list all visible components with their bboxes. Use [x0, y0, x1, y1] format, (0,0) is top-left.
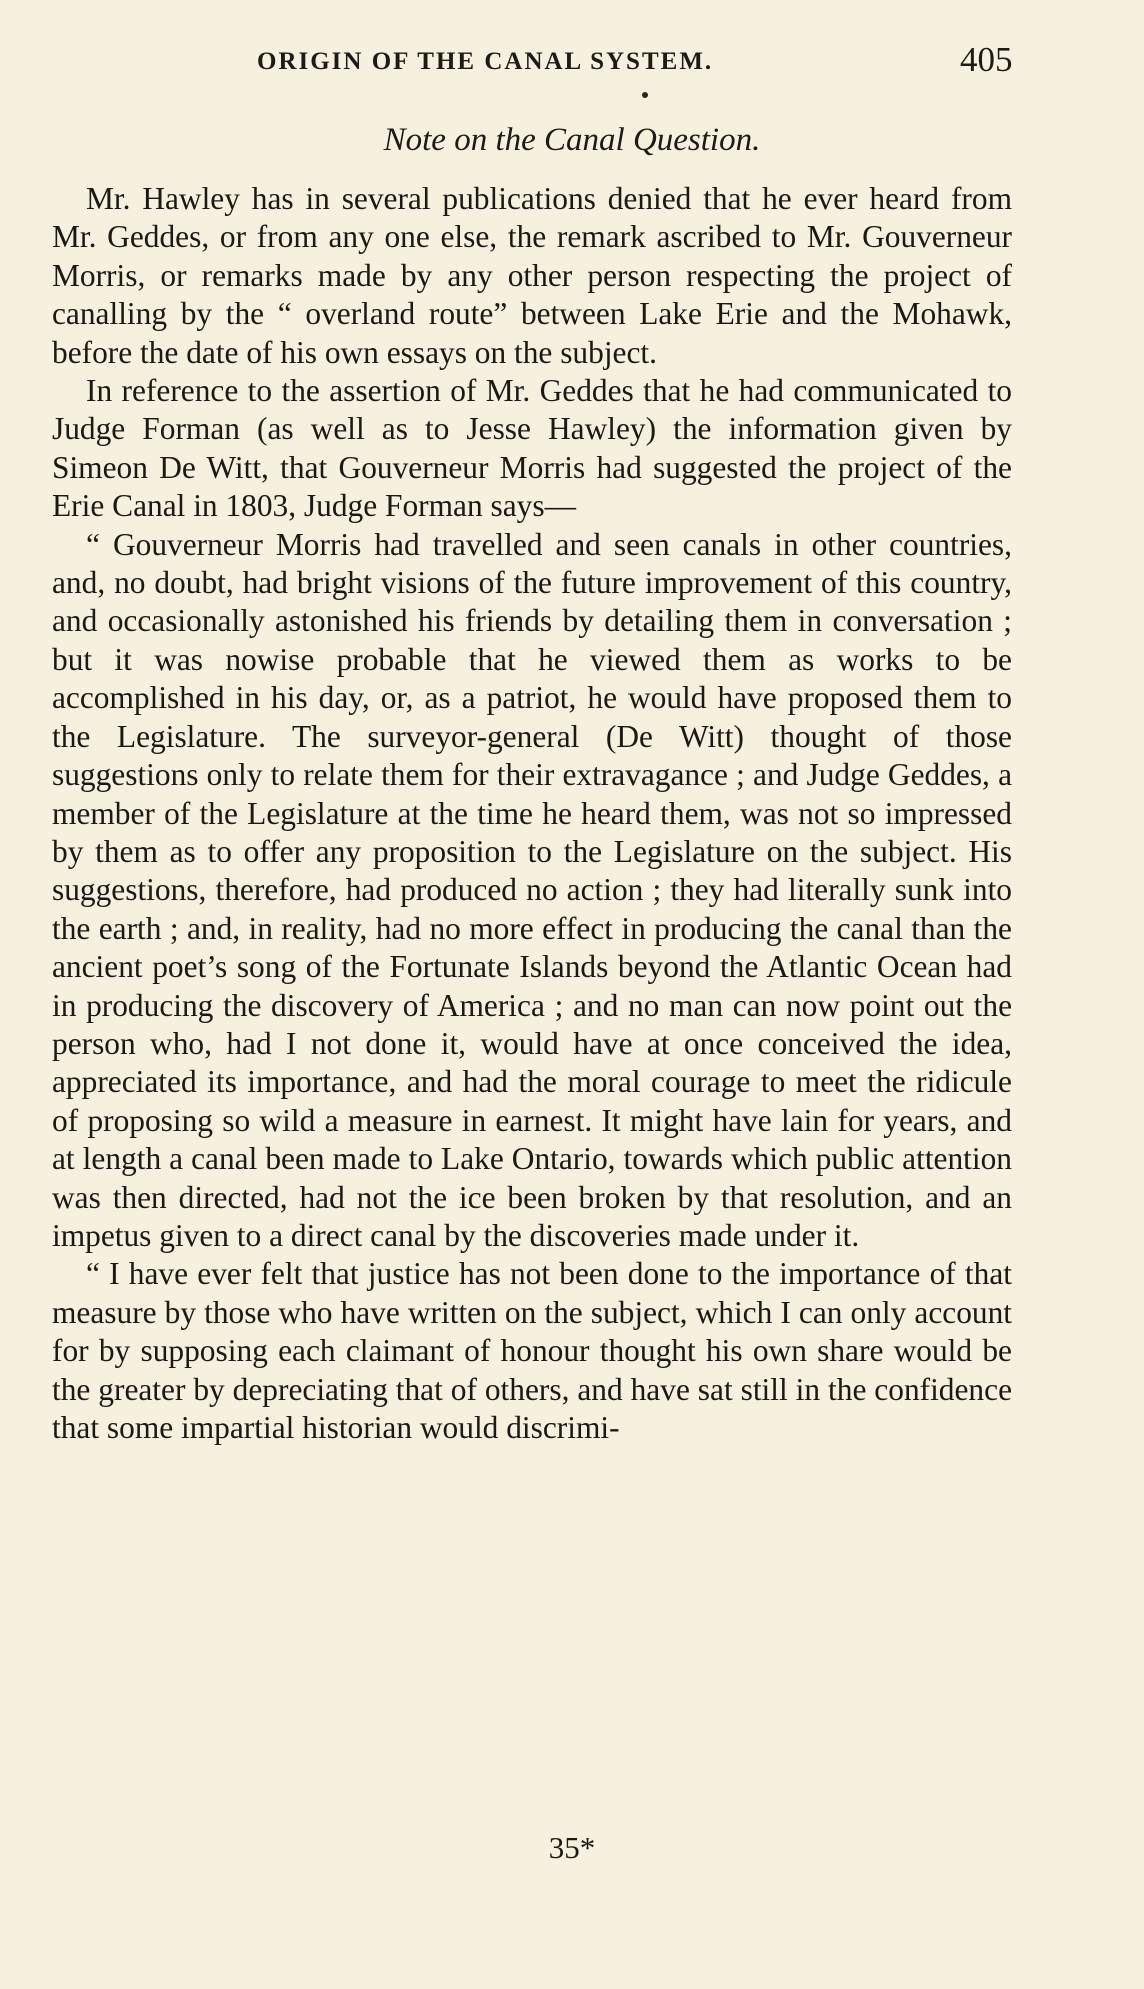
paragraph-forman-quote: “ Gouverneur Morris had travelled and seen canals in other countries, and, no doubt, had bright visions of the future improvement of this country, and occasionally astonished his friends by detailing them in conversation ; but it was nowise probable that he viewed them as works to be accomplished in his day, or, as a patriot, he would have proposed them to the Legislature. The surveyor-general (De Witt) thought of those suggestions only to relate them for their extravagance ; and Judge Geddes, a member of the Legislature at the time he heard them, was not so impressed by them as to offer any proposition to the Legislature on the subject. His suggestions, therefore, had produced no action ; they had literally sunk into the earth ; and, in reality, had no more effect in producing the canal than the ancient poet’s song of the Fortunate Islands beyond the Atlantic Ocean had in producing the discovery of America ; and no man can now point out the person who, had I not done it, would have at once conceived the idea, appreciated its importance, and had the moral courage to meet the ridicule of proposing so wild a measure in earnest. It might have lain for years, and at length a canal been made to Lake Ontario, towards which public attention was then directed, had not the ice been broken by that resolution, and an impetus given to a direct canal by the discoveries made under it.: [52, 526, 1012, 1253]
paragraph-justice: “ I have ever felt that justice has not been done to the importance of that measure by those who have written on the subject, which I can only account for by supposing each claimant of honour thought his own share would be the greater by depreciating that of others, and have sat still in the confidence that some impartial historian would discrimi-: [52, 1256, 1012, 1445]
page-number: 405: [960, 40, 1013, 79]
signature-mark: 35*: [548, 1830, 596, 1865]
paragraph-hawley-denial: Mr. Hawley has in several publications denied that he ever heard from Mr. Geddes, or from any one else, the remark ascribed to Mr. Gouverneur Morris, or remarks made by any other person respecting the project of canalling by the “ overland route” between Lake Erie and the Mohawk, before the date of his own essays on the subject.: [52, 181, 1012, 370]
paragraph-forman-reference: In reference to the assertion of Mr. Geddes that he had communicated to Judge Forman (as well as to Jesse Hawley) the information given by Simeon De Witt, that Gouverneur Morris had suggested the project of the Erie Canal in 1803, Judge Forman says—: [52, 373, 1012, 524]
body-text: [52, 180, 1012, 1447]
section-heading: Note on the Canal Question.: [383, 122, 761, 158]
running-head: [52, 38, 1092, 88]
ink-speck: [642, 92, 648, 98]
running-title: ORIGIN OF THE CANAL SYSTEM.: [257, 48, 714, 75]
